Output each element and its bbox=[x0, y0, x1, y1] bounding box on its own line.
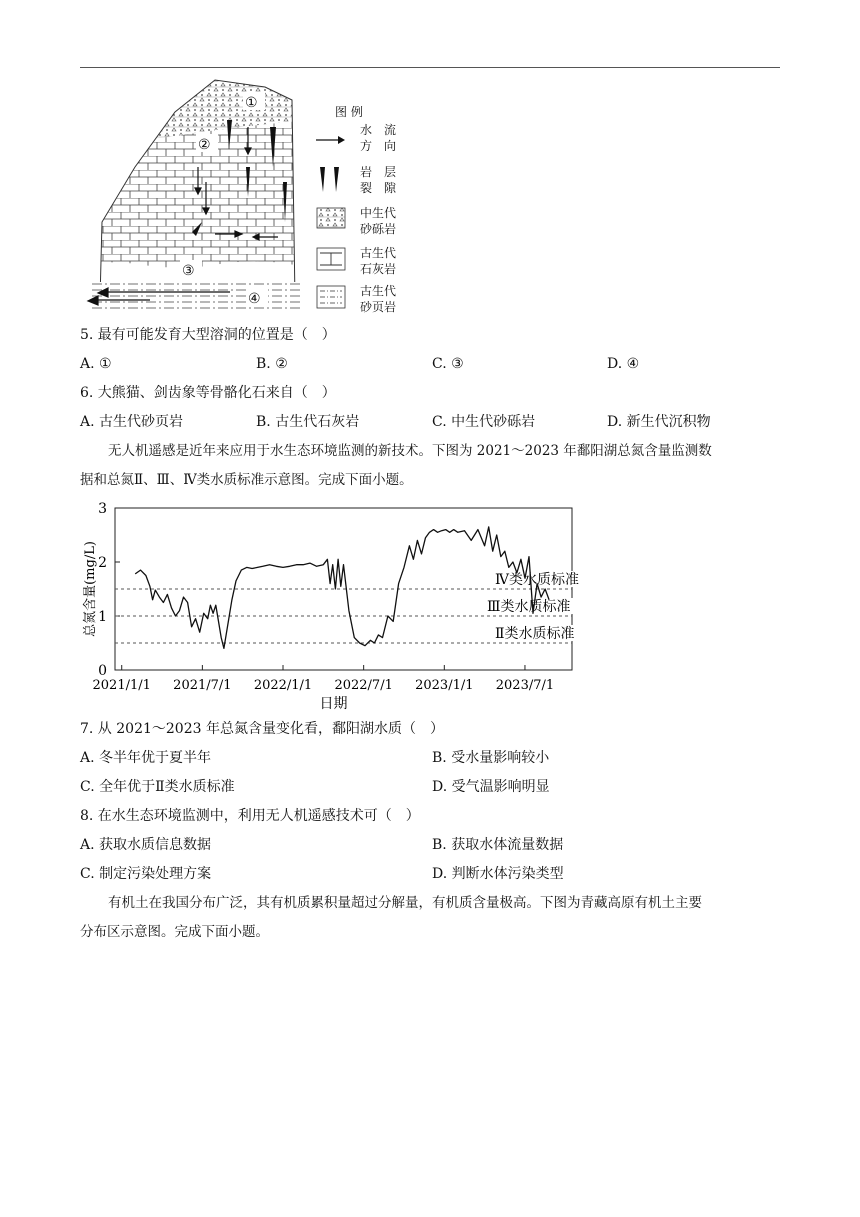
q8-option-d[interactable]: D. 判断水体污染类型 bbox=[432, 866, 564, 882]
q5-option-c[interactable]: C. ③ bbox=[432, 356, 464, 372]
legend-sandstone-2: 砂砾岩 bbox=[360, 222, 397, 236]
q5-option-d[interactable]: D. ④ bbox=[607, 356, 640, 372]
y-tick-label-3: 3 bbox=[98, 501, 107, 517]
q8-option-b[interactable]: B. 获取水体流量数据 bbox=[432, 837, 564, 853]
q6-option-d[interactable]: D. 新生代沉积物 bbox=[607, 414, 711, 430]
marker-3: ③ bbox=[182, 263, 195, 279]
q8-option-c[interactable]: C. 制定污染处理方案 bbox=[80, 866, 212, 882]
x-axis-label: 日期 bbox=[319, 696, 348, 712]
y-tick-label-2: 2 bbox=[98, 555, 107, 571]
q8-option-a[interactable]: A. 获取水质信息数据 bbox=[80, 837, 212, 853]
header-rule bbox=[80, 67, 780, 68]
q5-option-a[interactable]: A. ① bbox=[80, 356, 112, 372]
x-tick-label-3: 2022/7/1 bbox=[334, 678, 393, 693]
q5-option-b[interactable]: B. ② bbox=[256, 356, 288, 372]
marker-4: ④ bbox=[248, 291, 261, 307]
x-tick-label-5: 2023/7/1 bbox=[495, 678, 555, 693]
q6-option-a[interactable]: A. 古生代砂页岩 bbox=[80, 414, 184, 430]
intro3-line2: 分布区示意图。完成下面小题。 bbox=[80, 924, 269, 940]
marker-1: ① bbox=[245, 95, 258, 111]
legend-water-flow-1: 水 流 bbox=[360, 123, 397, 137]
q7-option-d[interactable]: D. 受气温影响明显 bbox=[432, 779, 550, 795]
q8-stem: 8. 在水生态环境监测中，利用无人机遥感技术可（ ） bbox=[80, 808, 420, 824]
x-tick-label-2: 2022/1/1 bbox=[253, 678, 313, 693]
q7-option-a[interactable]: A. 冬半年优于夏半年 bbox=[80, 750, 212, 766]
q7-option-c[interactable]: C. 全年优于Ⅱ类水质标准 bbox=[80, 779, 235, 795]
x-tick-label-1: 2021/7/1 bbox=[173, 678, 232, 693]
q7-option-b[interactable]: B. 受水量影响较小 bbox=[432, 750, 550, 766]
x-tick-label-0: 2021/1/1 bbox=[92, 678, 151, 693]
q5-stem: 5. 最有可能发育大型溶洞的位置是（ ） bbox=[80, 327, 336, 343]
reference-label-1: Ⅲ类水质标准 bbox=[487, 599, 571, 615]
q6-stem: 6. 大熊猫、剑齿象等骨骼化石来自（ ） bbox=[80, 385, 336, 401]
reference-label-2: Ⅱ类水质标准 bbox=[495, 626, 575, 642]
legend-title: 图 例 bbox=[335, 105, 363, 119]
total-nitrogen-series-line bbox=[135, 527, 549, 649]
y-tick-label-0: 0 bbox=[98, 663, 107, 679]
legend-limestone-2: 石灰岩 bbox=[360, 262, 397, 276]
q6-option-c[interactable]: C. 中生代砂砾岩 bbox=[432, 414, 536, 430]
q7-stem: 7. 从 2021～2023 年总氮含量变化看，鄱阳湖水质（ ） bbox=[80, 721, 444, 737]
q6-option-b[interactable]: B. 古生代石灰岩 bbox=[256, 414, 360, 430]
rock-fissure-icon bbox=[320, 167, 325, 192]
marker-2: ② bbox=[198, 137, 211, 153]
intro2-line2: 据和总氮Ⅱ、Ⅲ、Ⅳ类水质标准示意图。完成下面小题。 bbox=[80, 472, 413, 488]
reference-label-0: Ⅳ类水质标准 bbox=[495, 572, 579, 588]
intro3-line1: 有机土在我国分布广泛，其有机质累积量超过分解量，有机质含量极高。下图为青藏高原有机土主要 bbox=[108, 895, 702, 911]
legend-sandstone-1: 中生代 bbox=[360, 206, 397, 220]
legend-water-flow-2: 方 向 bbox=[360, 139, 397, 153]
y-tick-label-1: 1 bbox=[98, 609, 107, 625]
legend-shale-2: 砂页岩 bbox=[360, 300, 397, 314]
legend-fissure-1: 岩 层 bbox=[360, 165, 397, 179]
y-axis-label: 总氮含量(mg/L) bbox=[83, 541, 98, 637]
total-nitrogen-line-chart bbox=[80, 495, 580, 715]
legend-fissure-2: 裂 隙 bbox=[360, 181, 397, 195]
legend-limestone-1: 古生代 bbox=[360, 246, 397, 260]
legend-shale-1: 古生代 bbox=[360, 284, 397, 298]
x-tick-label-4: 2023/1/1 bbox=[415, 678, 474, 693]
intro2-line1: 无人机遥感是近年来应用于水生态环境监测的新技术。下图为 2021～2023 年鄱阳湖总氮含量监测数 bbox=[108, 443, 712, 459]
geology-cross-section-figure bbox=[80, 72, 410, 317]
sandstone-conglomerate-pattern bbox=[317, 208, 345, 228]
